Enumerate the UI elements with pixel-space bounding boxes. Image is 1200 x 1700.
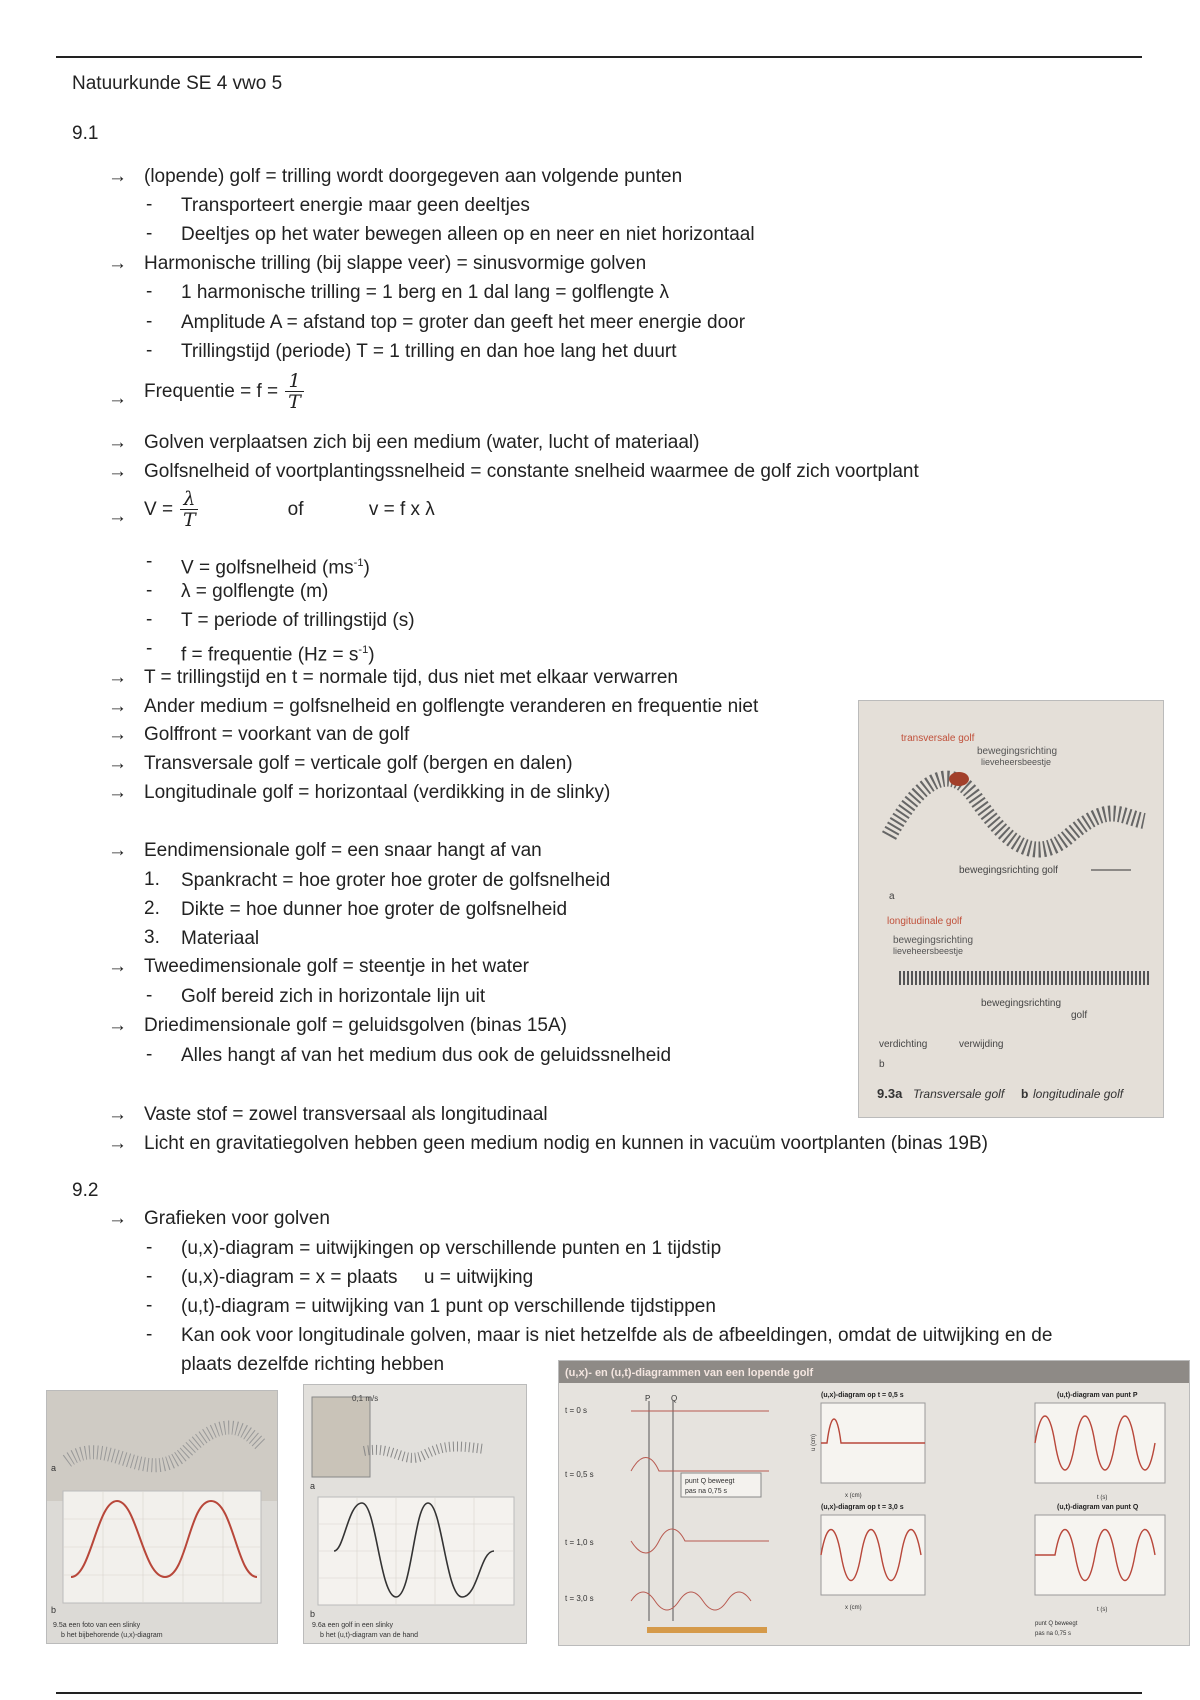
diagram-title: (u,t)-diagram van punt Q (1057, 1504, 1139, 1511)
figure-9-6-photo (303, 1384, 527, 1644)
caption-b-label: b (1021, 1087, 1029, 1101)
label-particle-2: lieveheersbeestje (893, 946, 964, 956)
point-P: P (645, 1394, 651, 1403)
dash-bullet: - (146, 1266, 153, 1287)
apparatus (312, 1397, 370, 1477)
label-compression: verdichting (879, 1039, 928, 1050)
point-Q: Q (671, 1394, 678, 1403)
list-number: 1. (144, 869, 160, 890)
numerator: 1 (285, 371, 303, 392)
note-line-1: punt Q beweegt (685, 1478, 735, 1485)
label-a: a (889, 891, 895, 902)
note-line: Deeltjes op het water bewegen alleen op en neer en niet horizontaal (181, 224, 755, 245)
dash-bullet: - (146, 223, 153, 244)
text: ) (368, 644, 375, 666)
x-axis-label: t (s) (1097, 1495, 1108, 1501)
label-wave-direction-2a: bewegingsrichting (981, 998, 1062, 1009)
note-line: Amplitude A = afstand top = groter dan geeft het meer energie door (181, 312, 746, 333)
dash-bullet: - (146, 985, 153, 1006)
rope-t10 (631, 1529, 769, 1553)
formula-alt: v = f x λ (368, 499, 435, 520)
x-axis-label: x (cm) (845, 1605, 862, 1611)
time-label-0: t = 0 s (565, 1406, 588, 1415)
ladybug-icon (949, 772, 969, 786)
arrow-bullet: → (108, 506, 127, 527)
arrow-bullet: → (108, 166, 127, 187)
arrow-bullet: → (108, 388, 127, 409)
note-line: Golf bereid zich in horizontale lijn uit (181, 986, 486, 1007)
ut-diagram-P (1035, 1392, 1165, 1501)
note-line: T = trillingstijd en t = normale tijd, dus niet met elkaar verwarren (144, 667, 678, 688)
note-line: Materiaal (181, 928, 260, 949)
note-line-2: pas na 0,75 s (1035, 1631, 1072, 1637)
slinky-transversal (889, 779, 1144, 850)
note-line: Golven verplaatsen zich bij een medium (water, lucht of materiaal) (144, 432, 700, 453)
formula-text: V = (144, 499, 174, 520)
slinky-photo-area (47, 1391, 277, 1501)
note-line (181, 638, 375, 667)
x-axis-label: t (s) (1097, 1607, 1108, 1613)
arrow-bullet: → (108, 753, 127, 774)
label-transversal: transversale golf (901, 733, 975, 744)
denominator: T (183, 509, 196, 532)
top-rule (56, 56, 1142, 58)
arrow-bullet: → (108, 782, 127, 803)
note-line: (u,x)-diagram = x = plaats u = uitwijking (181, 1267, 534, 1288)
dash-bullet: - (146, 1044, 153, 1065)
arrow-bullet: → (108, 1015, 127, 1036)
caption-line-2: b het (u,t)-diagram van de hand (320, 1632, 419, 1639)
dash-bullet: - (146, 551, 153, 572)
formula-text: Frequentie = f = (144, 381, 279, 402)
note-line: Eendimensionale golf = een snaar hangt af van (144, 840, 542, 861)
note-line: 1 harmonische trilling = 1 berg en 1 dal lang = golflengte λ (181, 282, 669, 303)
caption-line-2: b het bijbehorende (u,x)-diagram (61, 1632, 163, 1639)
ruler (647, 1627, 767, 1633)
time-label-10: t = 1,0 s (565, 1538, 594, 1547)
document-header: Natuurkunde SE 4 vwo 5 (72, 73, 283, 94)
diagram-title: (u,x)-diagram op t = 3,0 s (821, 1504, 904, 1511)
arrow-bullet: → (108, 696, 127, 717)
dash-bullet: - (146, 1295, 153, 1316)
section-9-2: 9.2 (72, 1180, 99, 1201)
note-line: Alles hangt af van het medium dus ook de geluidssnelheid (181, 1045, 672, 1066)
label-a: a (310, 1481, 316, 1491)
caption-number: 9.3a (877, 1086, 903, 1101)
rope-t05 (631, 1458, 769, 1472)
list-number: 2. (144, 898, 160, 919)
note-line (181, 551, 370, 580)
arrow-bullet: → (108, 956, 127, 977)
note-line: Longitudinale golf = horizontaal (verdikking in de slinky) (144, 782, 611, 803)
label-direction-particle: bewegingsrichting (977, 746, 1058, 757)
arrow-bullet: → (108, 253, 127, 274)
note-line: Transversale golf = verticale golf (bergen en dalen) (144, 753, 573, 774)
figure-wave-diagrams (558, 1360, 1190, 1646)
note-line: Driedimensionale golf = geluidsgolven (binas 15A) (144, 1015, 568, 1036)
note-line: T = periode of trillingstijd (s) (181, 610, 415, 631)
label-direction-particle-2: bewegingsrichting (893, 935, 974, 946)
note-line: (u,t)-diagram = uitwijking van 1 punt op verschillende tijdstippen (181, 1296, 716, 1317)
formula-or: of (287, 499, 304, 520)
dash-bullet: - (146, 1237, 153, 1258)
figure-9-3-photo (858, 700, 1164, 1118)
graph-area (821, 1515, 925, 1595)
superscript: -1 (358, 644, 369, 656)
dash-bullet: - (146, 281, 153, 302)
arrow-bullet: → (108, 461, 127, 482)
note-line: Kan ook voor longitudinale golven, maar is niet hetzelfde als de afbeeldingen, omdat de uitwijking en de (181, 1325, 1053, 1346)
arrow-bullet: → (108, 1104, 127, 1125)
note-line: plaats dezelfde richting hebben (181, 1354, 445, 1375)
x-axis-label: x (cm) (845, 1493, 862, 1499)
note-line: Licht en gravitatiegolven hebben geen medium nodig en kunnen in vacuüm voortplanten (binas 19B) (144, 1133, 988, 1154)
dash-bullet: - (146, 609, 153, 630)
list-number: 3. (144, 927, 160, 948)
note-line: (lopende) golf = trilling wordt doorgegeven aan volgende punten (144, 166, 683, 187)
note-line: Golfsnelheid of voortplantingssnelheid = constante snelheid waarmee de golf zich voortplant (144, 461, 919, 482)
dash-bullet: - (146, 194, 153, 215)
note-line: Golffront = voorkant van de golf (144, 724, 410, 745)
figure-9-5-photo (46, 1390, 278, 1644)
fraction (285, 371, 303, 412)
text: ) (363, 557, 370, 579)
label-longitudinal: longitudinale golf (887, 916, 963, 927)
caption-a: Transversale golf (913, 1087, 1005, 1101)
label-wave-direction: bewegingsrichting golf (959, 865, 1058, 876)
note-line: Transporteert energie maar geen deeltjes (181, 195, 530, 216)
note-line: Grafieken voor golven (144, 1208, 330, 1229)
label-b: b (310, 1609, 316, 1619)
note-line: Spankracht = hoe groter hoe groter de golfsnelheid (181, 870, 611, 891)
arrow-bullet: → (108, 1133, 127, 1154)
dash-bullet: - (146, 580, 153, 601)
dash-bullet: - (146, 311, 153, 332)
fraction (180, 489, 198, 530)
note-line: Vaste stof = zowel transversaal als longitudinaal (144, 1104, 548, 1125)
note-line: Ander medium = golfsnelheid en golflengte veranderen en frequentie niet (144, 696, 759, 717)
time-label-05: t = 0,5 s (565, 1470, 594, 1479)
denominator: T (288, 391, 301, 414)
label-particle: lieveheersbeestje (981, 757, 1052, 767)
arrow-bullet: → (108, 432, 127, 453)
ut-diagram-Q (1035, 1504, 1165, 1637)
arrow-bullet: → (108, 1208, 127, 1229)
label-wave-direction-2b: golf (1071, 1010, 1088, 1021)
arrow-bullet: → (108, 667, 127, 688)
note-line: Harmonische trilling (bij slappe veer) = sinusvormige golven (144, 253, 647, 274)
label-b: b (51, 1605, 57, 1615)
note-line: Tweedimensionale golf = steentje in het water (144, 956, 529, 977)
label-rarefaction: verwijding (959, 1039, 1004, 1050)
figure-title: (u,x)- en (u,t)-diagrammen van een lopende golf (565, 1367, 814, 1379)
dash-bullet: - (146, 638, 153, 659)
y-axis-label: u (cm) (811, 1434, 817, 1451)
note-line: λ = golflengte (m) (181, 581, 329, 602)
caption-line-1: 9.6a een golf in een slinky (312, 1622, 393, 1629)
note-line-2: pas na 0,75 s (685, 1488, 728, 1495)
frequency-formula (144, 370, 306, 414)
time-label-30: t = 3,0 s (565, 1594, 594, 1603)
ux-diagram-30 (821, 1504, 925, 1611)
arrow-bullet: → (108, 724, 127, 745)
ux-diagram-05 (811, 1392, 925, 1499)
diagram-title: (u,x)-diagram op t = 0,5 s (821, 1392, 904, 1399)
section-9-1: 9.1 (72, 123, 99, 144)
note-line: Dikte = hoe dunner hoe groter de golfsnelheid (181, 899, 568, 920)
arrow-bullet: → (108, 840, 127, 861)
label-a: a (51, 1463, 57, 1473)
slinky-image (364, 1447, 484, 1458)
numerator: λ (180, 489, 198, 510)
caption-b: longitudinale golf (1033, 1087, 1124, 1101)
velocity-formula (144, 488, 435, 532)
caption-line-1: 9.5a een foto van een slinky (53, 1622, 141, 1629)
dash-bullet: - (146, 1324, 153, 1345)
dash-bullet: - (146, 340, 153, 361)
note-line-1: punt Q beweegt (1035, 1621, 1078, 1627)
note-line: (u,x)-diagram = uitwijkingen op verschillende punten en 1 tijdstip (181, 1238, 722, 1259)
diagram-title: (u,t)-diagram van punt P (1057, 1392, 1138, 1399)
text: V = golfsnelheid (ms (181, 557, 354, 579)
speed-label: 0,1 m/s (352, 1394, 379, 1403)
label-b: b (879, 1059, 885, 1070)
left-panel (565, 1394, 769, 1633)
superscript: -1 (353, 557, 364, 569)
text: f = frequentie (Hz = s (181, 644, 359, 666)
note-line: Trillingstijd (periode) T = 1 trilling en dan hoe lang het duurt (181, 341, 677, 362)
bottom-rule (56, 1692, 1142, 1694)
